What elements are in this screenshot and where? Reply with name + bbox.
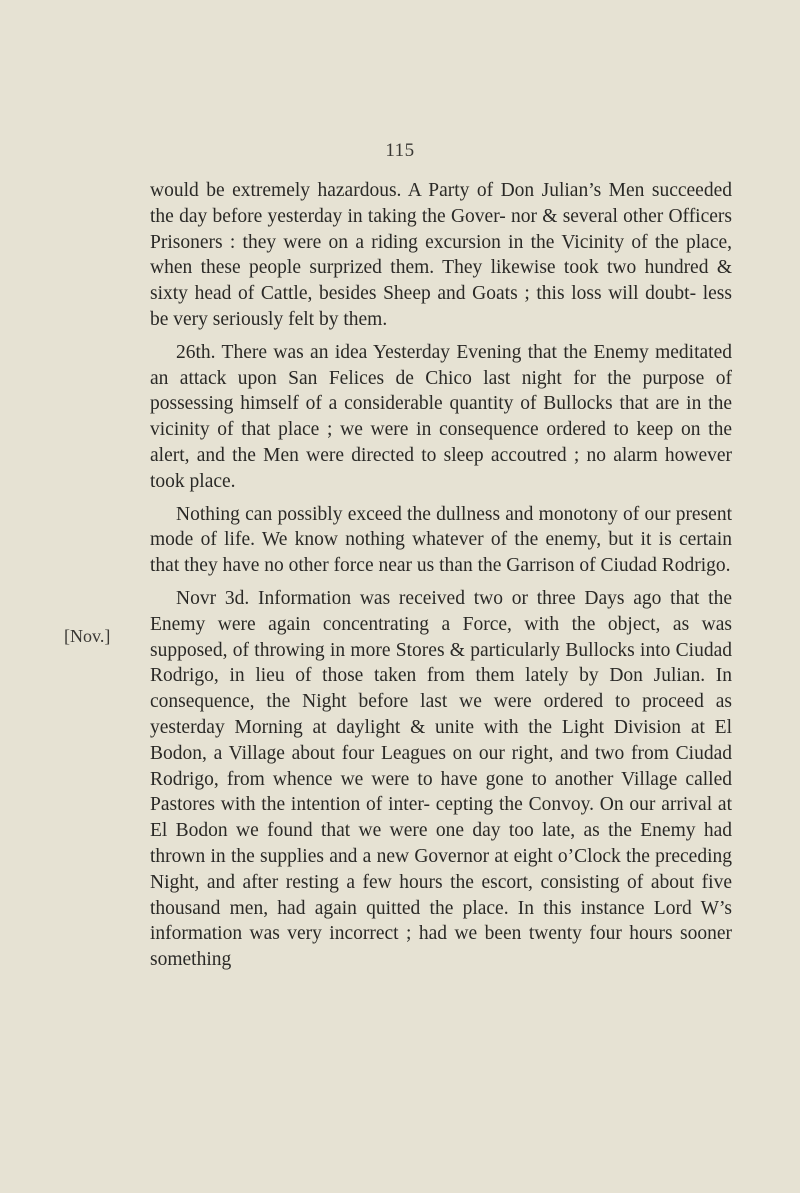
- margin-note: [Nov.]: [64, 626, 111, 646]
- paragraph: Novr 3d. Information was received two or three Days ago that the Enemy were again concentrating a Force, with the object, as was supposed, of throwing in more Stores & particularly Bullocks into Ciudad Rodrigo, in lieu of those taken from them lately by Don Julian. In consequence, the Night before last we were ordered to proceed as yesterday Morning at daylight & unite with the Light Division at El Bodon, a Village about four Leagues on our right, and two from Ciudad Rodrigo, from whence we were to have gone to another Village called Pastores with the intention of inter- cepting the Convoy. On our arrival at El Bodon we found that we were one day too late, as the Enemy had thrown in the supplies and a new Governor at eight o’Clock the preceding Night, and after resting a few hours the escort, consisting of about five thousand men, had again quitted the place. In this instance Lord W’s information was very incorrect ; had we been twenty four hours sooner something: [150, 587, 732, 971]
- paragraph: would be extremely hazardous. A Party of Don Julian’s Men succeeded the day before yesterday in taking the Gover- nor & several other Officers Prisoners : they were on a riding excursion in the Vicinity of the place, when these people surprized them. They likewise took two hundred & sixty head of Cattle, besides Sheep and Goats ; this loss will doubt- less be very seriously felt by them.: [150, 180, 732, 330]
- body-text: [150, 178, 732, 973]
- paragraph: 26th. There was an idea Yesterday Evening that the Enemy meditated an attack upon San Felices de Chico last night for the purpose of possessing himself of a considerable quantity of Bullocks that are in the vicinity of that place ; we were in consequence ordered to keep on the alert, and the Men were directed to sleep accoutred ; no alarm however took place.: [150, 341, 732, 492]
- page-number: 115: [385, 140, 415, 161]
- paragraph: Nothing can possibly exceed the dullness and monotony of our present mode of life. We know nothing whatever of the enemy, but it is certain that they have no other force near us than the Garrison of Ciudad Rodrigo.: [150, 503, 732, 577]
